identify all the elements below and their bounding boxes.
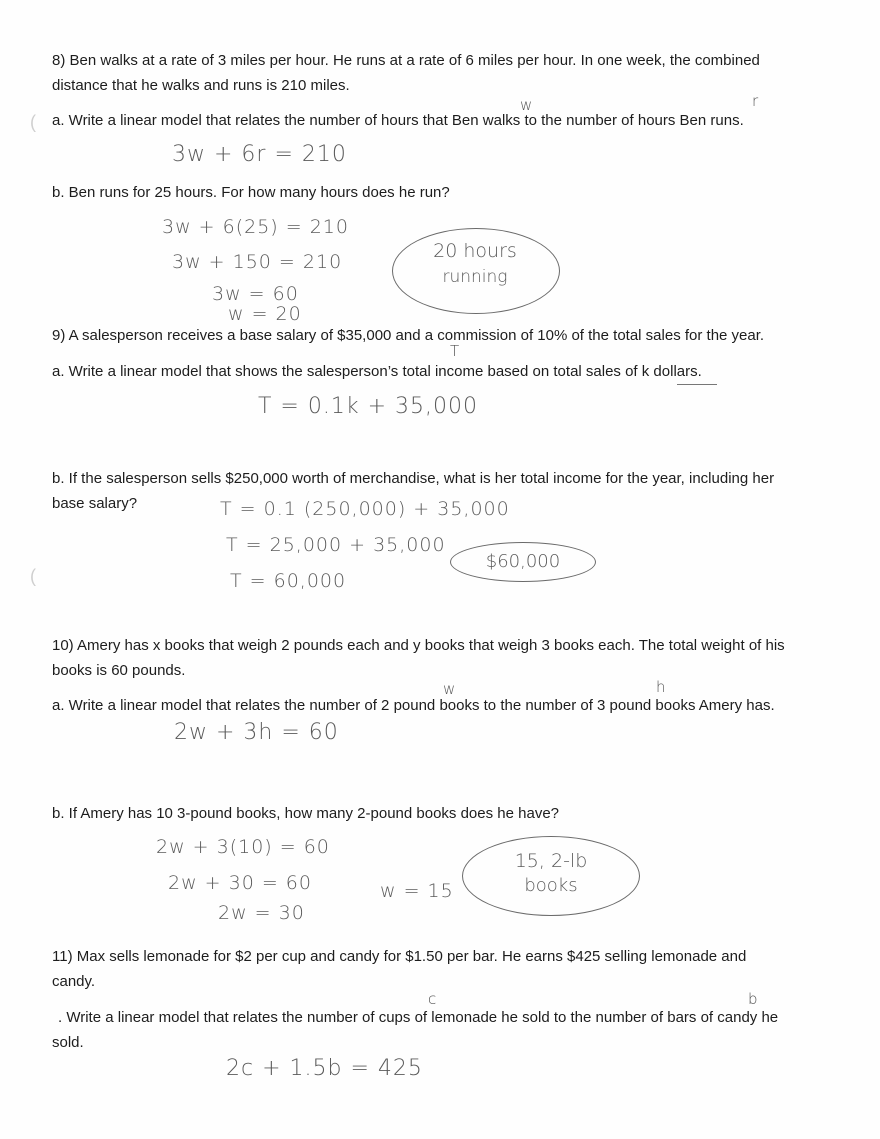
scan-edge-mark: ( — [30, 112, 36, 132]
q10-prompt-line2: books is 60 pounds. — [52, 662, 186, 679]
q11-bars-variable-mark: b — [748, 990, 758, 1008]
q10-side-result: w = 15 — [380, 880, 454, 902]
q11-part-a-question-line2: sold. — [52, 1034, 84, 1051]
q8-prompt-line1: 8) Ben walks at a rate of 3 miles per hour. He runs at a rate of 6 miles per hour. In one week, the combined — [52, 52, 760, 69]
q10-work-line: 2w = 30 — [218, 902, 305, 924]
q10-answer-line1: 15, 2-lb — [514, 850, 588, 872]
q8-part-a-question: а. Write a linear model that relates the number of hours that Ben walks to the number of hours Ben runs. — [52, 112, 744, 129]
q10-three-pound-variable-mark: h — [656, 678, 666, 696]
q11-cups-variable-mark: c — [428, 990, 437, 1008]
q11-prompt-line1: 11) Max sells lemonade for $2 per cup and candy for $1.50 per bar. He earns $425 selling lemonade and — [52, 948, 747, 965]
q9-answer: $60,000 — [485, 551, 561, 572]
q11-part-a-answer: 2c + 1.5b = 425 — [226, 1056, 423, 1081]
q8-work-line: w = 20 — [228, 303, 302, 325]
q8-part-a-answer: 3w + 6r = 210 — [172, 142, 347, 167]
q10-two-pound-variable-mark: w — [443, 680, 456, 698]
q10-part-b-question: b. If Amery has 10 3-pound books, how many 2-pound books does he have? — [52, 805, 559, 822]
q10-prompt-line1: 10) Amery has x books that weigh 2 pounds each and y books that weigh 3 books each. The total weight of his — [52, 637, 785, 654]
q9-work-line: T = 60,000 — [230, 570, 347, 592]
q9-part-a-answer: T = 0.1k + 35,000 — [258, 394, 478, 419]
q9-k-dollars-underline — [677, 384, 717, 385]
scan-edge-mark: ( — [30, 566, 36, 586]
q11-part-a-question-line1: . Write a linear model that relates the number of cups of lemonade he sold to the number of bars of candy he — [58, 1009, 779, 1026]
q9-part-b-question-line1: b. If the salesperson sells $250,000 worth of merchandise, what is her total income for the year, including her — [52, 470, 775, 487]
q8-walks-variable-mark: w — [520, 96, 533, 114]
q8-work-line: 3w + 6(25) = 210 — [162, 216, 349, 238]
q10-work-line: 2w + 30 = 60 — [168, 872, 312, 894]
q9-work-line: T = 25,000 + 35,000 — [226, 534, 446, 556]
q8-prompt-line2: distance that he walks and runs is 210 miles. — [52, 77, 350, 94]
q10-answer-line2: books — [524, 875, 578, 896]
q11-prompt-line2: candy. — [52, 973, 96, 990]
q8-part-b-question: b. Ben runs for 25 hours. For how many hours does he run? — [52, 184, 450, 201]
q8-work-line: 3w + 150 = 210 — [172, 251, 343, 273]
q10-part-a-answer: 2w + 3h = 60 — [174, 720, 339, 745]
q8-answer-line1: 20 hours — [433, 240, 517, 262]
q8-runs-variable-mark: r — [752, 92, 759, 110]
q10-work-line: 2w + 3(10) = 60 — [156, 836, 330, 858]
q9-total-variable-mark: T — [450, 342, 460, 360]
q9-work-line: T = 0.1 (250,000) + 35,000 — [220, 498, 510, 520]
q9-part-a-question: a. Write a linear model that shows the salesperson’s total income based on total sales of k dollars. — [52, 363, 702, 380]
q10-part-a-question: a. Write a linear model that relates the number of 2 pound books to the number of 3 pound books Amery has. — [52, 697, 775, 714]
q9-part-b-question-line2: base salary? — [52, 495, 138, 512]
q9-prompt: 9) A salesperson receives a base salary of $35,000 and a commission of 10% of the total sales for the year. — [52, 327, 765, 344]
q8-answer-line2: running — [442, 267, 508, 287]
q8-work-line: 3w = 60 — [212, 283, 299, 305]
